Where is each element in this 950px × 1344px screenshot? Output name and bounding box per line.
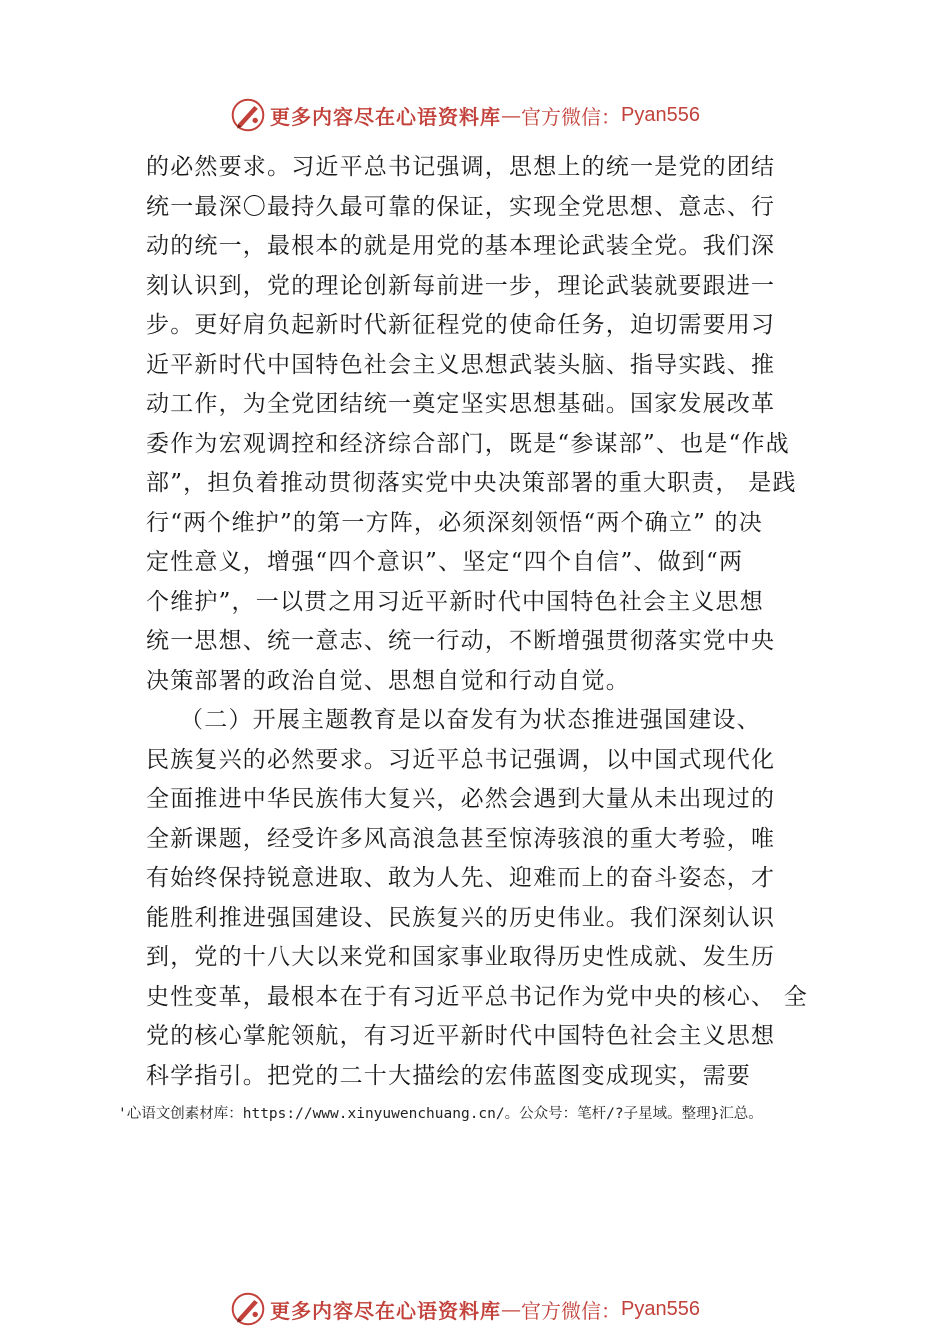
text-line: 个维护”，一以贯之用习近平新时代中国特色社会主义思想: [146, 588, 764, 615]
paragraph-heading-line: （二）开展主题教育是以奋发有为状态推进强国建设、: [146, 707, 761, 733]
text-line: 近平新时代中国特色社会主义思想武装头脑、指导实践、推: [146, 351, 776, 378]
text-line: 统一最深〇最持久最可靠的保证，实现全党思想、意志、行: [146, 193, 776, 220]
text-line: 动工作，为全党团结统一奠定坚实思想基础。国家发展改革: [146, 391, 776, 417]
text-line: 统一思想、统一意志、统一行动，不断增强贯彻落实党中央: [146, 628, 776, 654]
banner-separator: —: [501, 1297, 522, 1321]
banner-wechat-id: Pyan556: [621, 1297, 700, 1320]
footer-watermark-banner: [0, 1289, 950, 1329]
banner-site-name: 更多内容尽在心语资料库: [270, 1298, 502, 1323]
pen-logo-icon: [230, 97, 266, 133]
banner-wechat-id: Pyan556: [621, 103, 700, 126]
text-line: 委作为宏观调控和经济综合部门，既是“参谋部”、也是“作战: [146, 430, 790, 457]
text-line: 党的核心掌舵领航，有习近平新时代中国特色社会主义思想: [146, 1023, 776, 1049]
text-line: 史性变革，最根本在于有习近平总书记作为党中央的核心、 全: [146, 983, 808, 1010]
banner-wechat-label: 官方微信：: [521, 104, 622, 129]
text-line: 行“两个维护”的第一方阵，必须深刻领悟“两个确立” 的决: [146, 509, 763, 536]
text-line: 民族复兴的必然要求。习近平总书记强调，以中国式现代化: [146, 746, 776, 773]
text-line: 的必然要求。习近平总书记强调，思想上的统一是党的团结: [146, 154, 776, 180]
banner-site-name: 更多内容尽在心语资料库: [270, 104, 502, 129]
text-line: 步。更好肩负起新时代新征程党的使命任务，迫切需要用习: [146, 312, 776, 338]
text-line: 有始终保持锐意进取、敢为人先、迎难而上的奋斗姿态，才: [146, 865, 776, 891]
text-line: 部”，担负着推动贯彻落实党中央决策部署的重大职责， 是践: [146, 470, 797, 496]
text-line: 到，党的十八大以来党和国家事业取得历史性成就、发生历: [146, 944, 776, 970]
text-line: 动的统一，最根本的就是用党的基本理论武装全党。我们深: [146, 233, 776, 259]
text-line: 决策部署的政治自觉、思想自觉和行动自觉。: [146, 667, 630, 694]
document-body: [146, 148, 826, 1096]
source-footnote: '心语文创素材库：https://www.xinyuwenchuang.cn/。公众号：笔杆/?子星域。整理}汇总。: [118, 1106, 763, 1122]
text-line: 全新课题，经受许多风高浪急甚至惊涛骇浪的重大考验，唯: [146, 825, 776, 852]
header-watermark-banner: [0, 95, 950, 135]
text-line: 全面推进中华民族伟大复兴，必然会遇到大量从未出现过的: [146, 786, 776, 812]
text-line: 刻认识到，党的理论创新每前进一步，理论武装就要跟进一: [146, 272, 776, 299]
pen-logo-icon: [230, 1291, 266, 1327]
text-line: 能胜利推进强国建设、民族复兴的历史伟业。我们深刻认识: [146, 904, 776, 931]
banner-wechat-label: 官方微信：: [521, 1298, 622, 1323]
text-line: 定性意义，增强“四个意识”、坚定“四个自信”、做到“两: [146, 549, 744, 575]
text-line: 科学指引。把党的二十大描绘的宏伟蓝图变成现实，需要: [146, 1062, 751, 1089]
banner-separator: —: [501, 103, 522, 127]
